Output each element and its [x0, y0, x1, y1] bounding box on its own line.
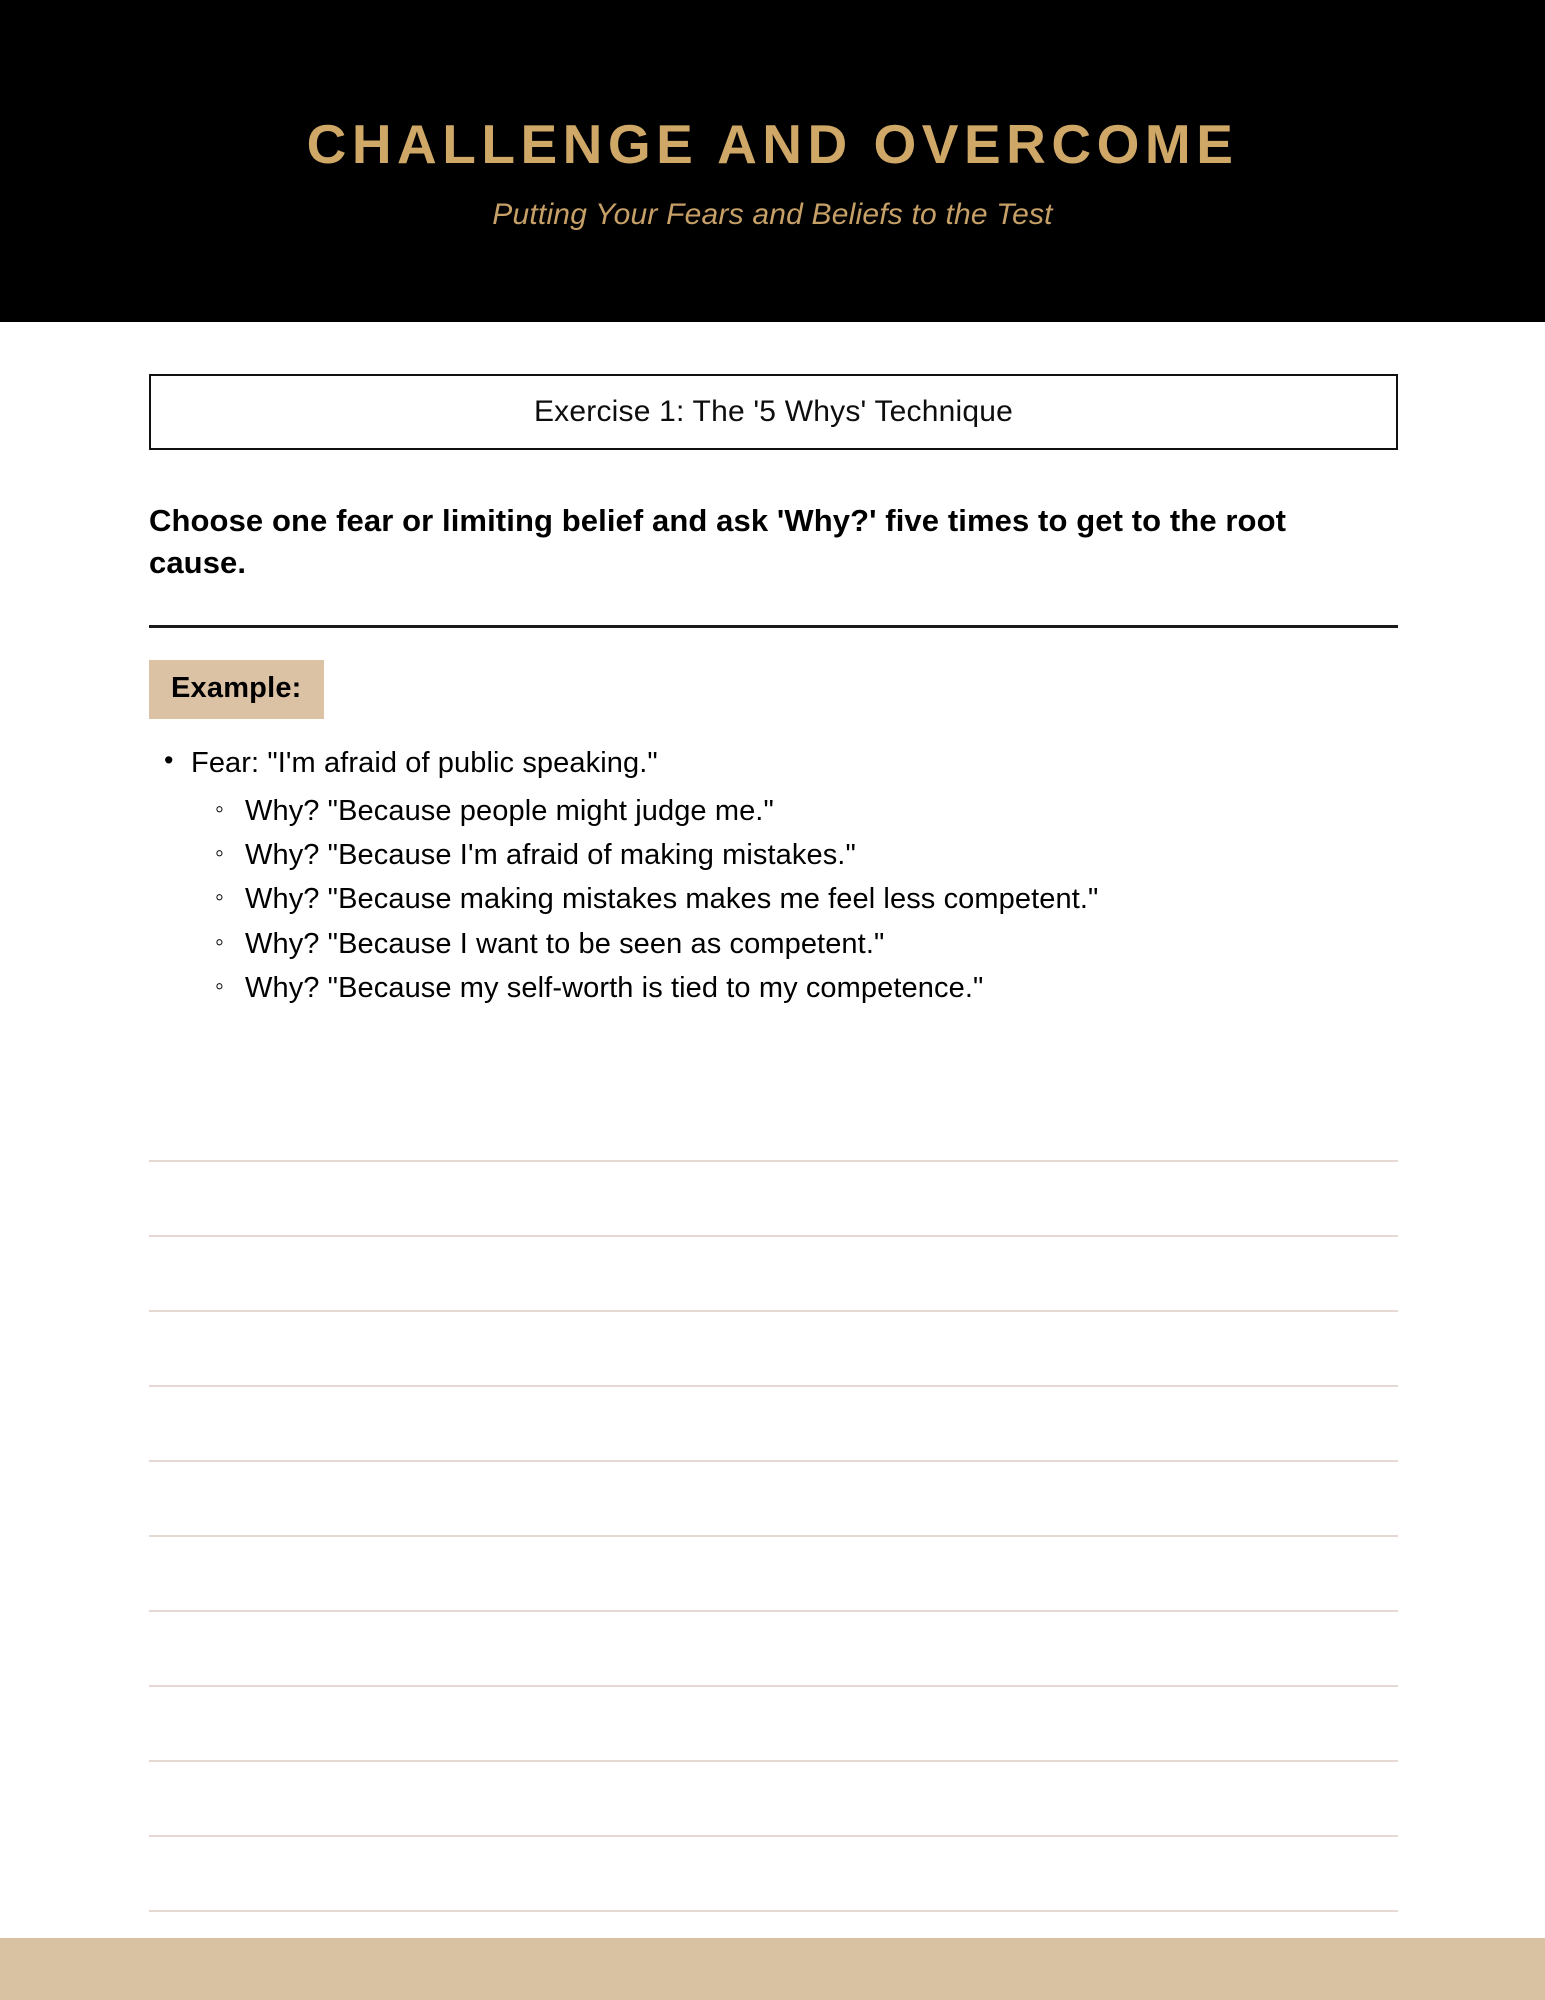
writing-line[interactable] — [149, 1235, 1398, 1237]
main-content — [149, 322, 1399, 1007]
fear-text: Fear: "I'm afraid of public speaking." — [191, 747, 658, 780]
exercise-title-box — [149, 374, 1398, 450]
writing-line[interactable] — [149, 1310, 1398, 1312]
why-text: Why? "Because I'm afraid of making mistakes." — [245, 839, 856, 872]
why-text: Why? "Because making mistakes makes me feel less competent." — [245, 883, 1099, 916]
writing-line[interactable] — [149, 1535, 1398, 1537]
writing-lines-area[interactable] — [149, 1160, 1398, 1912]
writing-line[interactable] — [149, 1160, 1398, 1162]
writing-line[interactable] — [149, 1910, 1398, 1912]
list-item-why — [245, 963, 1399, 1007]
page-title: CHALLENGE AND OVERCOME — [306, 112, 1239, 175]
writing-line[interactable] — [149, 1610, 1398, 1612]
why-text: Why? "Because my self-worth is tied to my competence." — [245, 971, 984, 1004]
exercise-title: Exercise 1: The '5 Whys' Technique — [533, 395, 1014, 428]
list-item-why — [245, 786, 1399, 830]
footer-bar — [0, 1938, 1545, 2000]
example-badge: Example: — [149, 660, 324, 719]
writing-line[interactable] — [149, 1385, 1398, 1387]
writing-line[interactable] — [149, 1685, 1398, 1687]
list-item-why — [245, 830, 1399, 874]
list-item-fear — [191, 745, 1399, 1007]
section-divider — [149, 625, 1398, 628]
writing-line[interactable] — [149, 1760, 1398, 1762]
why-list — [191, 786, 1399, 1007]
document-header — [0, 0, 1545, 322]
page-subtitle: Putting Your Fears and Beliefs to the Test — [492, 198, 1053, 232]
list-item-why — [245, 874, 1399, 918]
writing-line[interactable] — [149, 1460, 1398, 1462]
why-text: Why? "Because people might judge me." — [245, 795, 774, 828]
example-list — [149, 745, 1399, 1007]
why-text: Why? "Because I want to be seen as competent." — [245, 927, 885, 960]
exercise-instruction: Choose one fear or limiting belief and ask 'Why?' five times to get to the root cause. — [149, 503, 1287, 580]
list-item-why — [245, 919, 1399, 963]
writing-line[interactable] — [149, 1835, 1398, 1837]
